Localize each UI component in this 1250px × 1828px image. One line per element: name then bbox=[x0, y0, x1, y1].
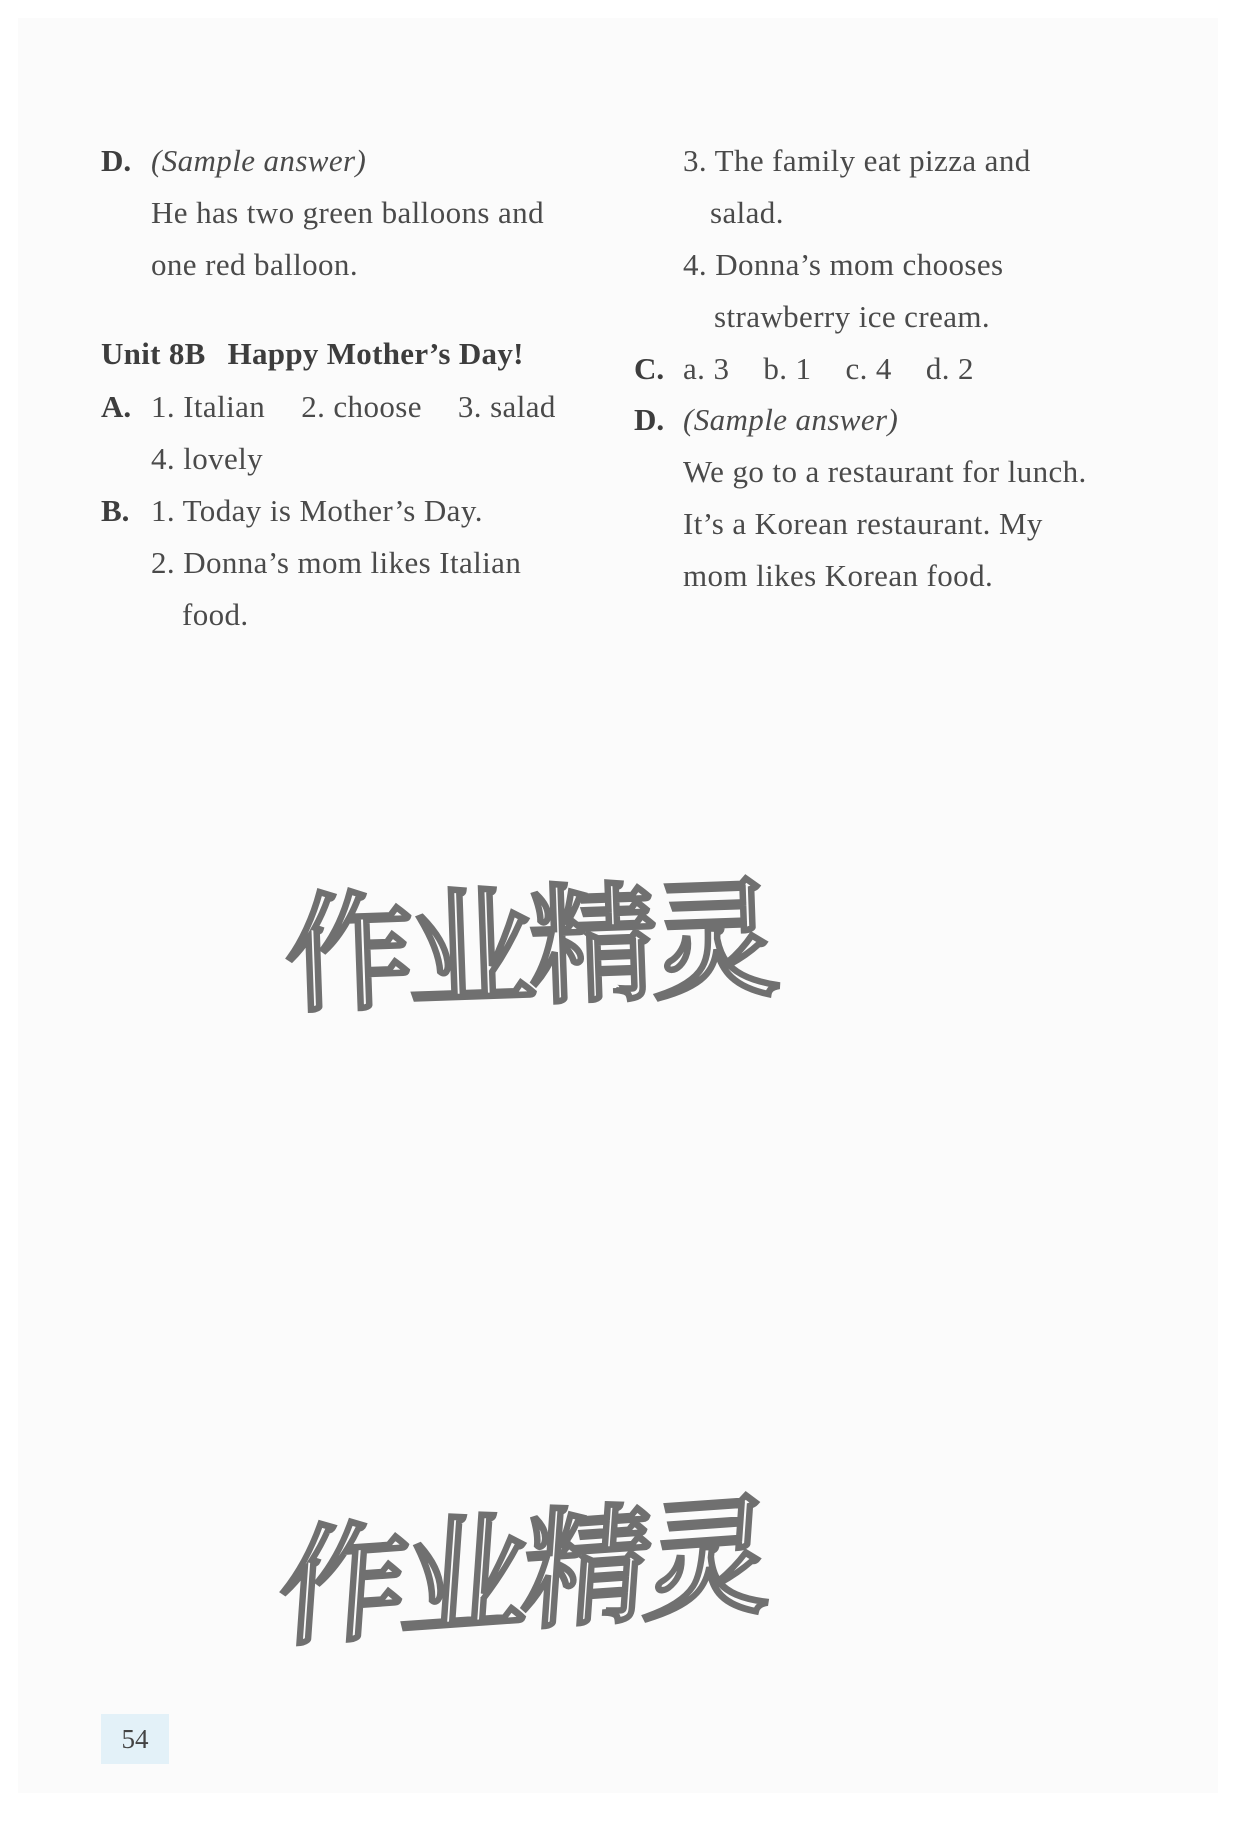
section-d-label: D. bbox=[101, 143, 132, 178]
watermark: 作业精灵 bbox=[274, 1481, 772, 1666]
answer-item: 3. salad bbox=[457, 389, 556, 424]
section-b-answer-line: food. bbox=[182, 597, 249, 632]
section-b-answer-line: salad. bbox=[710, 195, 784, 230]
section-d-answer-line: one red balloon. bbox=[151, 247, 358, 282]
section-a-answers bbox=[151, 387, 556, 427]
section-c-label: C. bbox=[634, 351, 665, 386]
section-d-label: D. bbox=[634, 402, 665, 437]
section-d-answer-line: We go to a restaurant for lunch. bbox=[683, 454, 1087, 489]
section-d-note: (Sample answer) bbox=[151, 143, 367, 178]
section-b-answer-line: 4. Donna’s mom chooses bbox=[683, 247, 1004, 282]
answer-item: a. 3 bbox=[683, 351, 730, 386]
section-d-answer-line: It’s a Korean restaurant. My bbox=[683, 506, 1043, 541]
section-a-label: A. bbox=[101, 389, 132, 424]
unit-heading bbox=[101, 334, 524, 374]
watermark: 作业精灵 bbox=[282, 865, 776, 1032]
section-b-answer-line: 1. Today is Mother’s Day. bbox=[151, 493, 483, 528]
section-c-answers bbox=[683, 349, 974, 389]
answer-item: c. 4 bbox=[845, 351, 892, 386]
section-b-answer-line: strawberry ice cream. bbox=[714, 299, 991, 334]
answer-item: b. 1 bbox=[763, 351, 812, 386]
answer-item: 1. Italian bbox=[151, 389, 266, 424]
section-b-answer-line: 2. Donna’s mom likes Italian bbox=[151, 545, 522, 580]
section-d-note: (Sample answer) bbox=[683, 402, 899, 437]
section-b-label: B. bbox=[101, 493, 130, 528]
section-d-answer-line: mom likes Korean food. bbox=[683, 558, 994, 593]
section-b-answer-line: 3. The family eat pizza and bbox=[683, 143, 1031, 178]
section-d-answer-line: He has two green balloons and bbox=[151, 195, 544, 230]
answer-item: 4. lovely bbox=[151, 441, 264, 476]
answer-item: d. 2 bbox=[925, 351, 974, 386]
unit-title: Happy Mother’s Day! bbox=[227, 336, 524, 371]
page-number: 54 bbox=[101, 1714, 169, 1764]
answer-item: 2. choose bbox=[301, 389, 422, 424]
unit-number: Unit 8B bbox=[101, 336, 206, 371]
